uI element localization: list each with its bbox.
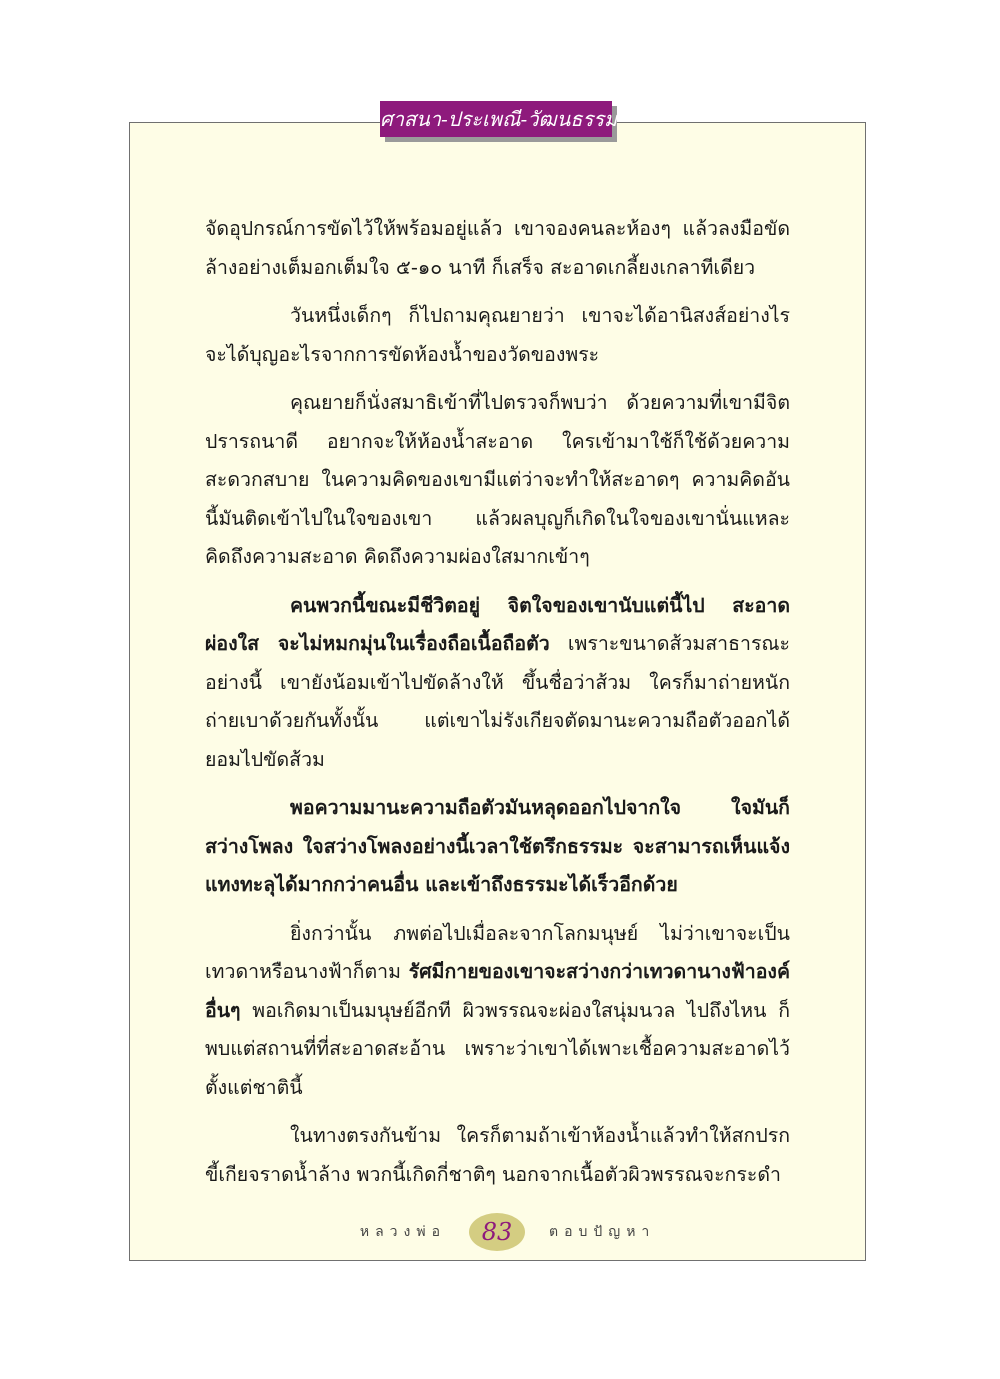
- paragraph: [205, 587, 790, 780]
- paragraph: [205, 1117, 790, 1194]
- footer-right-text: ตอบปัญหา: [549, 1224, 656, 1240]
- text-run: ยิ่งกว่านั้น ภพต่อไปเมื่อละจากโลกมนุษย์ ไม่ว่าเขาจะเป็นเทวดาหรือนางฟ้าก็ตาม: [205, 921, 790, 983]
- footer-left-text: หลวงพ่อ: [359, 1224, 446, 1240]
- text-run: จัดอุปกรณ์การขัดไว้ให้พร้อมอยู่แล้ว เขาจองคนละห้องๆ แล้วลงมือขัดล้างอย่างเต็มอกเต็มใจ ๕-๑๐ นาที ก็เสร็จ สะอาดเกลี้ยงเกลาทีเดียว: [205, 217, 790, 279]
- paragraph: [205, 210, 790, 287]
- text-run: เพราะขนาดส้วมสาธารณะอย่างนี้ เขายังน้อมเข้าไปขัดล้างให้ ขึ้นชื่อว่าส้วม ใครก็มาถ่ายหนัก ถ่ายเบาด้วยกันทั้งนั้น แต่เขาไม่รังเกียจตัดมานะความถือตัวออกได้ ยอมไปขัดส้วม: [205, 632, 790, 771]
- paragraph: [205, 384, 790, 577]
- section-header: ศาสนา-ประเพณี-วัฒนธรรม: [380, 101, 612, 137]
- paragraph: [205, 789, 790, 905]
- bold-text-run: พอความมานะความถือตัวมันหลุดออกไปจากใจ ใจมันก็สว่างโพลง ใจสว่างโพลงอย่างนี้เวลาใช้ตรึกธรรมะ จะสามารถเห็นแจ้งแทงทะลุได้มากกว่าคนอื่น และเข้าถึงธรรมะได้เร็วอีกด้วย: [205, 796, 790, 896]
- text-run: วันหนึ่งเด็กๆ ก็ไปถามคุณยายว่า เขาจะได้อานิสงส์อย่างไร จะได้บุญอะไรจากการขัดห้องน้ำของวัดของพระ: [205, 304, 790, 366]
- text-run: พอเกิดมาเป็นมนุษย์อีกที ผิวพรรณจะผ่องใสนุ่มนวล ไปถึงไหน ก็พบแต่สถานที่ที่สะอาดสะอ้าน เพราะว่าเขาได้เพาะเชื้อความสะอาดไว้ตั้งแต่ชาตินี้: [205, 998, 790, 1099]
- page-footer: [129, 1213, 866, 1253]
- bold-text-run: คนพวกนี้ขณะมีชีวิตอยู่ จิตใจของเขานับแต่นี้ไป สะอาด ผ่องใส จะไม่หมกมุ่นในเรื่องถือเนื้อถือตัว: [205, 593, 790, 655]
- page-number: 83: [469, 1213, 525, 1251]
- body-text: [205, 210, 790, 1204]
- paragraph: [205, 915, 790, 1108]
- text-run: ในทางตรงกันข้าม ใครก็ตามถ้าเข้าห้องน้ำแล้วทำให้สกปรกขี้เกียจราดน้ำล้าง พวกนี้เกิดกี่ชาติๆ นอกจากเนื้อตัวผิวพรรณจะกระดำ: [205, 1124, 790, 1186]
- bold-text-run: รัศมีกายของเขาจะสว่างกว่าเทวดานางฟ้าองค์อื่นๆ: [205, 960, 790, 1022]
- paragraph: [205, 297, 790, 374]
- text-run: คุณยายก็นั่งสมาธิเข้าที่ไปตรวจก็พบว่า ด้วยความที่เขามีจิตปรารถนาดี อยากจะให้ห้องน้ำสะอาด ใครเข้ามาใช้ก็ใช้ด้วยความสะดวกสบาย ในความคิดของเขามีแต่ว่าจะทำให้สะอาดๆ ความคิดอันนี้มันติดเข้าไปในใจของเขา แล้วผลบุญก็เกิดในใจของเขานั่นแหละ คิดถึงความสะอาด คิดถึงความผ่องใสมากเข้าๆ: [205, 391, 790, 568]
